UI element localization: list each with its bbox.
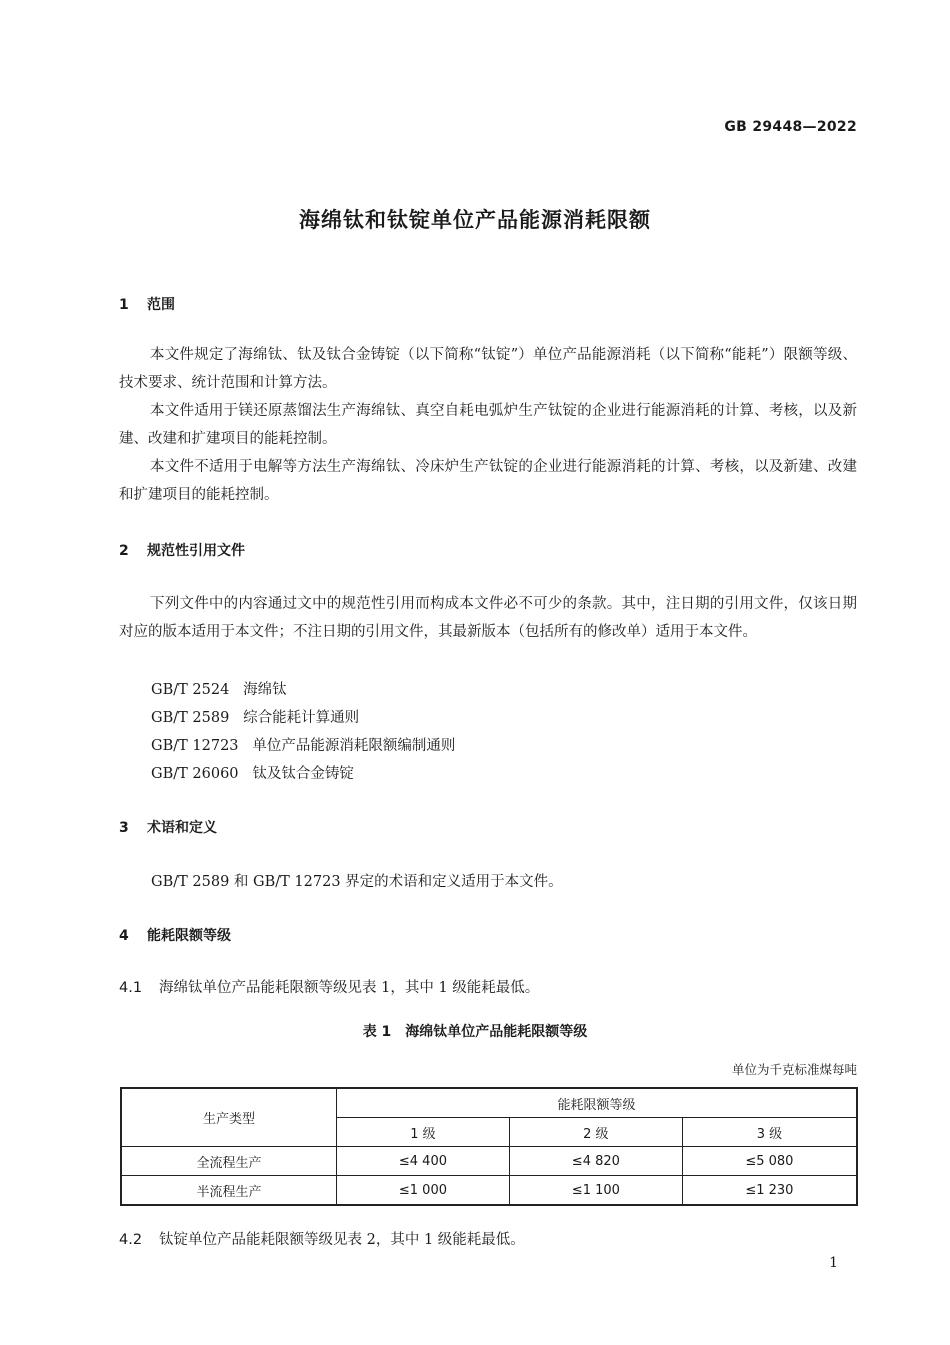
reference-item: GB/T 12723 单位产品能源消耗限额编制通则	[151, 738, 456, 754]
section-title: 范围	[147, 297, 175, 313]
cell-value: ≤1 000	[337, 1176, 510, 1206]
clause-4-2	[119, 1228, 525, 1249]
section-1-paragraph-3: 本文件不适用于电解等方法生产海绵钛、冷床炉生产钛锭的企业进行能源消耗的计算、考核，以及新建、改建和扩建项目的能耗控制。	[119, 459, 857, 503]
table-row	[121, 1147, 857, 1176]
section-4-heading	[119, 925, 231, 945]
header-grade-3: 3 级	[682, 1118, 857, 1147]
section-number: 1	[119, 297, 129, 313]
section-number: 3	[119, 820, 129, 836]
section-3-heading	[119, 817, 217, 837]
section-number: 4	[119, 928, 129, 944]
header-grade-1: 1 级	[337, 1118, 510, 1147]
table-row	[121, 1176, 857, 1206]
table-1-unit: 单位为千克标准煤每吨	[731, 1062, 857, 1077]
section-title: 术语和定义	[147, 820, 217, 836]
section-title: 能耗限额等级	[147, 928, 231, 944]
header-grade-2: 2 级	[509, 1118, 682, 1147]
table-header-row	[121, 1088, 857, 1118]
standard-number: GB 29448—2022	[724, 119, 857, 135]
header-production-type: 生产类型	[121, 1088, 337, 1147]
reference-item: GB/T 2589 综合能耗计算通则	[151, 710, 360, 726]
section-title: 规范性引用文件	[147, 543, 245, 559]
header-grade-group: 能耗限额等级	[337, 1088, 858, 1118]
table-1-caption: 表 1 海绵钛单位产品能耗限额等级	[362, 1024, 588, 1040]
row-type: 全流程生产	[121, 1147, 337, 1176]
row-type: 半流程生产	[121, 1176, 337, 1206]
reference-item: GB/T 2524 海绵钛	[151, 682, 287, 698]
page-number: 1	[829, 1255, 838, 1271]
clause-4-1	[119, 976, 539, 997]
document-title: 海绵钛和钛锭单位产品能源消耗限额	[299, 208, 651, 232]
section-2-heading	[119, 540, 245, 560]
cell-value: ≤4 820	[509, 1147, 682, 1176]
section-3-text: GB/T 2589 和 GB/T 12723 界定的术语和定义适用于本文件。	[151, 874, 563, 890]
cell-value: ≤5 080	[682, 1147, 857, 1176]
table-1	[120, 1087, 858, 1206]
clause-text: 钛锭单位产品能耗限额等级见表 2，其中 1 级能耗最低。	[159, 1232, 525, 1248]
clause-number: 4.1	[119, 980, 143, 996]
section-1-paragraph-2: 本文件适用于镁还原蒸馏法生产海绵钛、真空自耗电弧炉生产钛锭的企业进行能源消耗的计算、考核，以及新建、改建和扩建项目的能耗控制。	[119, 403, 857, 447]
cell-value: ≤1 230	[682, 1176, 857, 1206]
section-1-paragraph-1: 本文件规定了海绵钛、钛及钛合金铸锭（以下简称“钛锭”）单位产品能源消耗（以下简称“能耗”）限额等级、技术要求、统计范围和计算方法。	[119, 347, 857, 391]
reference-item: GB/T 26060 钛及钛合金铸锭	[151, 766, 354, 782]
clause-number: 4.2	[119, 1232, 143, 1248]
section-2-intro: 下列文件中的内容通过文中的规范性引用而构成本文件必不可少的条款。其中，注日期的引用文件，仅该日期对应的版本适用于本文件；不注日期的引用文件，其最新版本（包括所有的修改单）适用于本文件。	[119, 596, 857, 640]
cell-value: ≤4 400	[337, 1147, 510, 1176]
clause-text: 海绵钛单位产品能耗限额等级见表 1，其中 1 级能耗最低。	[159, 980, 540, 996]
cell-value: ≤1 100	[509, 1176, 682, 1206]
section-number: 2	[119, 543, 129, 559]
section-1-heading	[119, 294, 175, 314]
